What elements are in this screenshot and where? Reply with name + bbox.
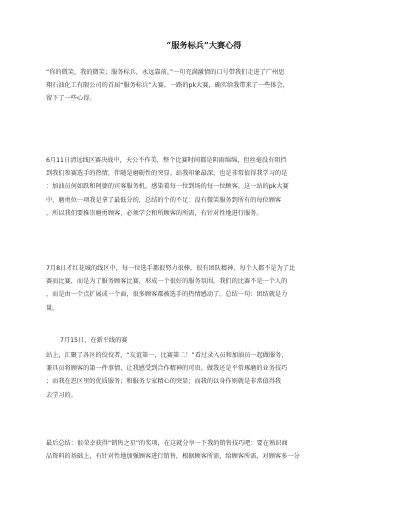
paragraph-june-11 [46,154,364,220]
paragraph-line: 站上，汇聚了各区的佼佼者，“友谊第一，比赛第二！”看过录入员和加油员一起做服务， [46,352,288,359]
paragraph-line: ，而是由一个点扩展成一个面，很多顾客都被选手的热情感动了。总结一句：团结就是力 [46,291,288,299]
document-title: “服务标兵”大赛心得 [166,40,242,50]
paragraph-summary [46,437,364,463]
paragraph-line: 最后总结：很荣幸获得“销售之星”的奖项，在这就分享一下我的销售技巧吧：要在熟识商 [46,440,288,447]
paragraph-intro [46,66,364,106]
paragraph-line: 兼具员将顾客的第一件事情，让我感受到合作精神的可贵。做我还是平常琢磨的业务技巧 [46,365,288,373]
paragraph-line: 翔石油化工有限公司的首届“服务标兵”大赛。一路的pk大赛，确实给我带来了一些体会， [46,82,289,90]
paragraph-line: 量。 [46,304,59,312]
paragraph-line: “你的微笑，我的微笑；服务标兵，永远靠前。”一句充满激情的口号带我们走进了广州思 [46,69,285,76]
paragraph-line: 6月11日清远线区赛决战中，天公不作美，整个比赛时间都是阴雨绵绵，但丝毫没有阻挡 [46,157,287,164]
paragraph-line: 赛而比赛，而是为了服务顾客比赛，形成一个很好的服务氛围。我们的比赛不是一个人的 [46,278,288,286]
paragraph-line: ，所以我们要推崇磨勇顾客，必须学会和所顾客的所需，有针对性地进行服务。 [46,209,263,217]
paragraph-line: ；而我在思区里的优质服务；和服务专家精心的突显；而我的以身作则就是非常值得我 [46,378,282,386]
paragraph-line: 品资料的基础上，有针对性地加强顾客进行销售，根据顾客所需，给顾客所需，对顾客多一分 [46,453,300,461]
paragraph-line: 到我们参赛选手的热情，伴随是磨砺性的突显。站我印象最深，也是非常值得我学习的是 [46,170,288,178]
paragraph-line: 留下了一些心得。 [46,95,96,103]
paragraph-july-8 [46,262,364,315]
paragraph-line: 7月8日才红花城的线区中，每一位选手都很努力很棒，很有团队精神，每个人都不是为了比 [46,265,296,272]
paragraph-line: 去学习的。 [46,391,77,399]
paragraph-line: 中，磨勇位一项我是拿了最低分的，总结的个的不足：没有微笑服务到所有的每位顾客 [46,196,282,204]
paragraph-line: ：加油员何如跃和阿婆的宾客服务机，感染着每一位到场的每一位顾客。这一站的pk大赛 [46,183,289,191]
paragraph-july-15 [46,349,364,402]
paragraph-july-15-heading: 7月15日，在新平线的赛 [60,337,128,344]
